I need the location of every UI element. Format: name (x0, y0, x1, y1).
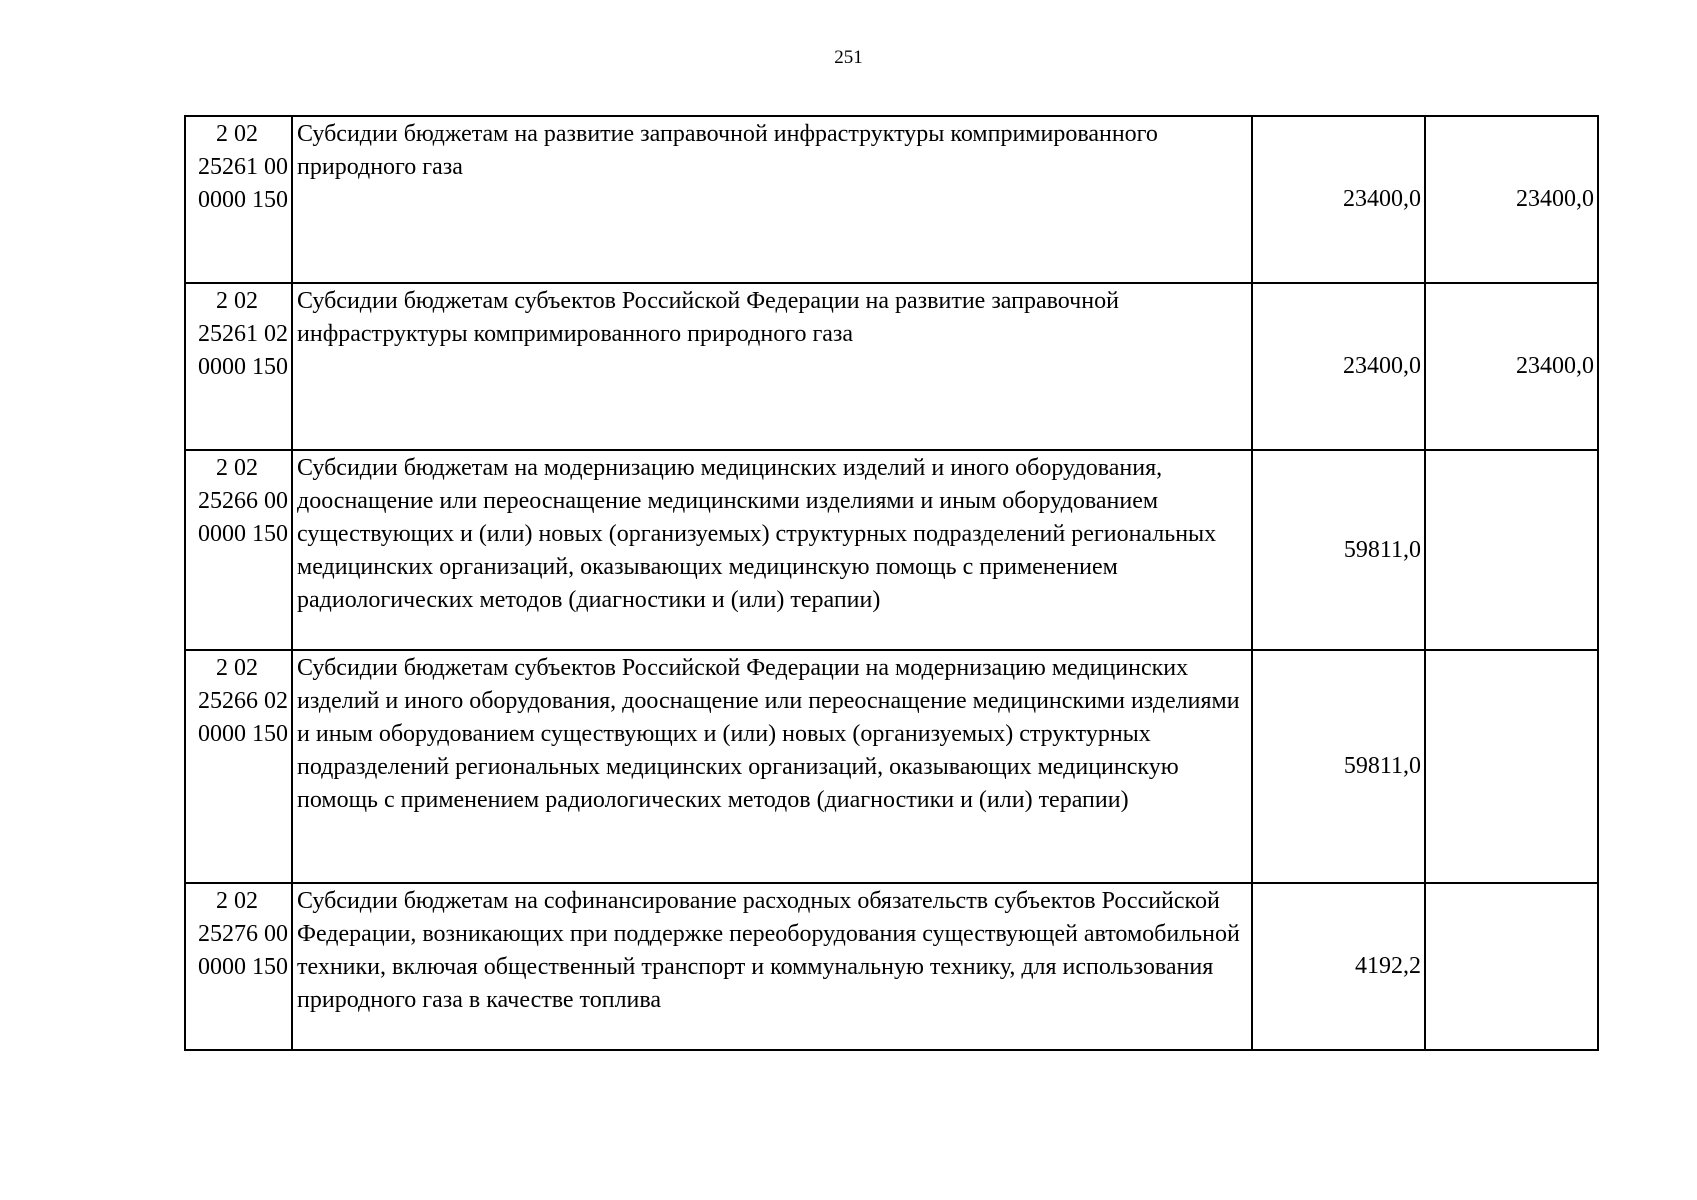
description-cell (292, 650, 1252, 883)
amount-cell-2 (1425, 283, 1598, 450)
code-line: 25261 02 (198, 321, 288, 347)
description-text: Субсидии бюджетам субъектов Российской Федерации на развитие заправочной инфраструктуры компримированного природного газа (297, 288, 1119, 347)
code-line: 0000 150 (198, 721, 288, 747)
description-text: Субсидии бюджетам на софинансирование расходных обязательств субъектов Российской Федерации, возникающих при поддержке переоборудования существующей автомобильной техники, включая общественный транспорт и коммунальную технику, для использования природного газа в качестве топлива (297, 888, 1240, 1013)
code-line: 25266 02 (198, 688, 288, 714)
amount-value: 23400,0 (1516, 186, 1594, 212)
description-cell (292, 450, 1252, 650)
code-line: 0000 150 (198, 354, 288, 380)
table-row (185, 283, 1598, 450)
table-row (185, 116, 1598, 283)
amount-value: 23400,0 (1343, 353, 1421, 379)
description-text: Субсидии бюджетам на развитие заправочной инфраструктуры компримированного природного газа (297, 121, 1158, 180)
amount-value: 59811,0 (1343, 753, 1421, 779)
amount-cell-2 (1425, 450, 1598, 650)
code-line: 0000 150 (198, 187, 288, 213)
code-line: 2 02 (216, 455, 258, 481)
amount-value: 4192,2 (1355, 953, 1421, 979)
amount-cell-1 (1252, 883, 1425, 1050)
amount-cell-1 (1252, 283, 1425, 450)
description-cell (292, 116, 1252, 283)
amount-cell-2 (1425, 650, 1598, 883)
amount-value: 23400,0 (1516, 353, 1594, 379)
amount-cell-1 (1252, 650, 1425, 883)
description-cell (292, 283, 1252, 450)
budget-code-cell (185, 650, 292, 883)
budget-code-cell (185, 450, 292, 650)
amount-value: 59811,0 (1343, 536, 1421, 563)
code-line: 2 02 (216, 888, 258, 914)
page-number: 251 (834, 47, 863, 68)
code-line: 2 02 (216, 121, 258, 147)
amount-cell-1 (1252, 450, 1425, 650)
code-line: 2 02 (216, 288, 258, 314)
description-text: Субсидии бюджетам субъектов Российской Федерации на модернизацию медицинских изделий и иного оборудования, дооснащение или переоснащение медицинскими изделиями и иным оборудованием существующих и (или) новых (организуемых) структурных подразделений региональных медицинских организаций, оказывающих медицинскую помощь с применением радиологических методов (диагностики и (или) терапии) (297, 655, 1240, 813)
code-line: 2 02 (216, 655, 258, 681)
table-row (185, 650, 1598, 883)
budget-code-cell (185, 283, 292, 450)
code-line: 25266 00 (198, 488, 288, 514)
amount-cell-1 (1252, 116, 1425, 283)
description-text: Субсидии бюджетам на модернизацию медицинских изделий и иного оборудования, дооснащение или переоснащение медицинскими изделиями и иным оборудованием существующих и (или) новых (организуемых) структурных подразделений региональных медицинских организаций, оказывающих медицинскую помощь с применением радиологических методов (диагностики и (или) терапии) (297, 455, 1217, 613)
description-cell (292, 883, 1252, 1050)
code-line: 0000 150 (198, 521, 288, 547)
amount-value: 23400,0 (1343, 186, 1421, 212)
code-line: 25261 00 (198, 154, 288, 180)
code-line: 0000 150 (198, 954, 288, 980)
amount-cell-2 (1425, 116, 1598, 283)
budget-table (184, 115, 1599, 1051)
table-row (185, 883, 1598, 1050)
amount-cell-2 (1425, 883, 1598, 1050)
budget-code-cell (185, 883, 292, 1050)
budget-code-cell (185, 116, 292, 283)
table-row (185, 450, 1598, 650)
code-line: 25276 00 (198, 921, 288, 947)
